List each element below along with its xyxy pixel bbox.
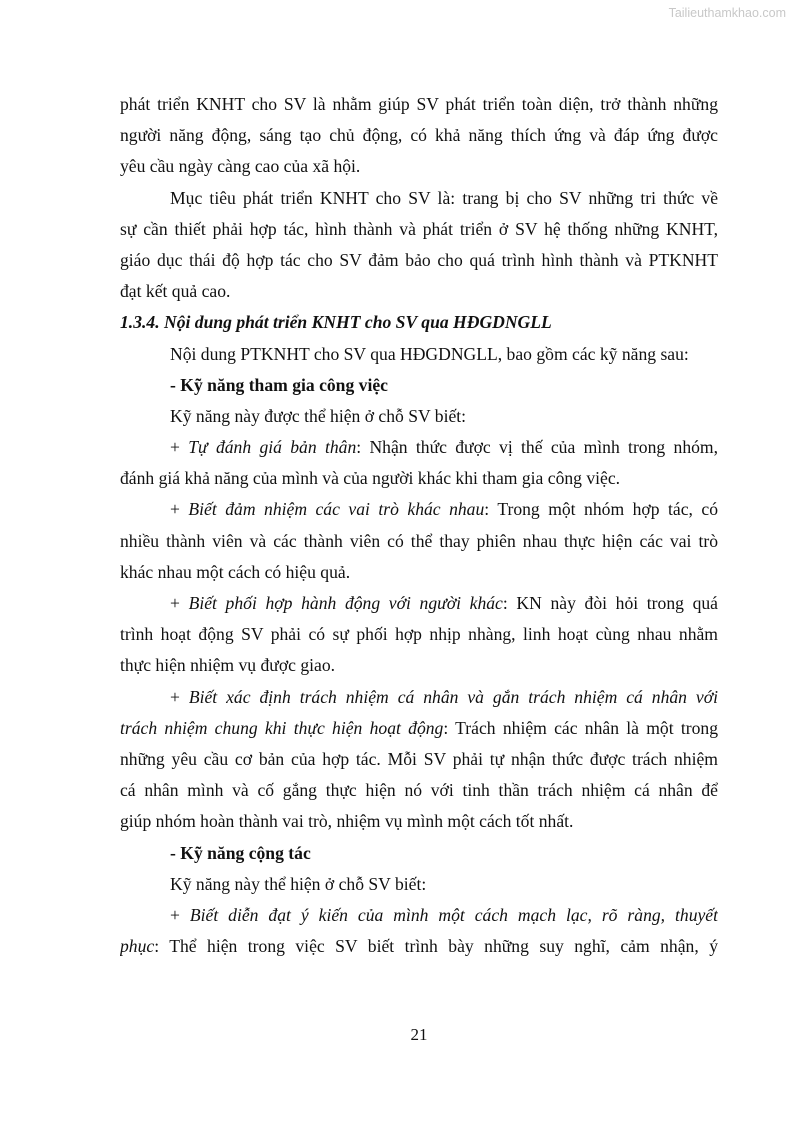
text-run: : Trách nhiệm các nhân là một trong xyxy=(443,717,718,738)
text-line xyxy=(120,89,718,120)
text-run: - Kỹ năng tham gia công việc xyxy=(170,374,388,395)
italic-term: trách nhiệm chung khi thực hiện hoạt động xyxy=(120,717,444,738)
text-line xyxy=(120,214,718,245)
text-line xyxy=(120,494,718,525)
watermark: Tailieuthamkhao.com xyxy=(668,6,786,20)
section-heading xyxy=(120,307,718,338)
italic-term: Tự đánh giá bản thân xyxy=(188,437,357,458)
text-run: thực hiện nhiệm vụ được giao. xyxy=(120,655,336,676)
text-line xyxy=(120,245,718,276)
text-line xyxy=(120,120,718,151)
text-line xyxy=(120,775,718,806)
text-line xyxy=(120,682,718,713)
text-run: nhiều thành viên và các thành viên có thể thay phiên nhau thực hiện các vai trò xyxy=(120,530,718,551)
italic-term: Biết phối hợp hành động với người khác xyxy=(188,593,503,613)
text-run: những yêu cầu cơ bản của hợp tác. Mỗi SV phải tự nhận thức được trách nhiệm xyxy=(120,748,718,769)
text-run: khác nhau một cách có hiệu quả. xyxy=(120,561,351,582)
text-line xyxy=(120,619,718,650)
text-run: trình hoạt động SV phải có sự phối hợp nhịp nhàng, linh hoạt cùng nhau nhằm xyxy=(120,624,718,645)
text-run: + xyxy=(170,593,189,613)
text-line xyxy=(120,557,718,588)
text-run: - Kỹ năng cộng tác xyxy=(170,842,311,863)
text-run: : Thể hiện trong việc SV biết trình bày những suy nghĩ, cảm nhận, ý xyxy=(154,936,718,957)
text-run: 1.3.4. Nội dung phát triển KNHT cho SV qua HĐGDNGLL xyxy=(120,312,552,333)
text-line xyxy=(120,806,718,837)
text-line xyxy=(120,931,718,962)
text-run: Nội dung PTKNHT cho SV qua HĐGDNGLL, bao gồm các kỹ năng sau: xyxy=(170,343,689,364)
text-run: + xyxy=(170,904,190,925)
text-line xyxy=(120,151,718,182)
text-run: : Nhận thức được vị thế của mình trong nhóm, xyxy=(356,437,718,458)
text-run: phát triển KNHT cho SV là nhằm giúp SV phát triển toàn diện, trở thành những xyxy=(120,94,718,114)
subheading xyxy=(120,370,718,401)
text-run: + xyxy=(170,499,189,520)
text-line xyxy=(120,401,718,432)
italic-term: Biết đảm nhiệm các vai trò khác nhau xyxy=(188,499,485,520)
body-text xyxy=(120,89,718,962)
text-line xyxy=(120,183,718,214)
text-line xyxy=(120,650,718,681)
text-line xyxy=(120,744,718,775)
text-run: + xyxy=(170,686,189,707)
text-line xyxy=(120,463,718,494)
text-run: : Trong một nhóm hợp tác, có xyxy=(484,499,718,520)
text-line xyxy=(120,713,718,744)
text-run: người năng động, sáng tạo chủ động, có khả năng thích ứng và đáp ứng được xyxy=(120,125,718,146)
text-line xyxy=(120,526,718,557)
text-run: cá nhân mình và cố gắng thực hiện nó với tinh thần trách nhiệm cá nhân để xyxy=(120,780,718,801)
page-number: 21 xyxy=(410,1025,428,1044)
text-run: + xyxy=(170,437,189,458)
text-line xyxy=(120,276,718,307)
text-run: giáo dục thái độ hợp tác cho SV đảm bảo cho quá trình hình thành và PTKNHT xyxy=(120,249,718,270)
text-run: Kỹ năng này thể hiện ở chỗ SV biết: xyxy=(170,873,427,894)
text-line xyxy=(120,339,718,370)
text-line xyxy=(120,869,718,900)
text-run: sự cần thiết phải hợp tác, hình thành và phát triển ở SV hệ thống những KNHT, xyxy=(120,218,718,239)
text-run: giúp nhóm hoàn thành vai trò, nhiệm vụ mình một cách tốt nhất. xyxy=(120,811,574,832)
text-run: Kỹ năng này được thể hiện ở chỗ SV biết: xyxy=(170,405,467,426)
text-run: yêu cầu ngày càng cao của xã hội. xyxy=(120,156,361,177)
italic-term: Biết xác định trách nhiệm cá nhân và gắn trách nhiệm cá nhân với xyxy=(188,686,718,707)
text-line xyxy=(120,900,718,931)
subheading xyxy=(120,838,718,869)
italic-term: phục xyxy=(120,936,155,957)
italic-term: Biết diễn đạt ý kiến của mình một cách mạch lạc, rõ ràng, thuyết xyxy=(189,904,718,925)
text-run: đạt kết quả cao. xyxy=(120,281,231,302)
text-run: Mục tiêu phát triển KNHT cho SV là: trang bị cho SV những tri thức về xyxy=(170,187,718,208)
text-run: đánh giá khả năng của mình và của người khác khi tham gia công việc. xyxy=(120,468,621,489)
text-line xyxy=(120,432,718,463)
text-run: : KN này đòi hỏi trong quá xyxy=(502,593,718,613)
text-line xyxy=(120,588,718,619)
